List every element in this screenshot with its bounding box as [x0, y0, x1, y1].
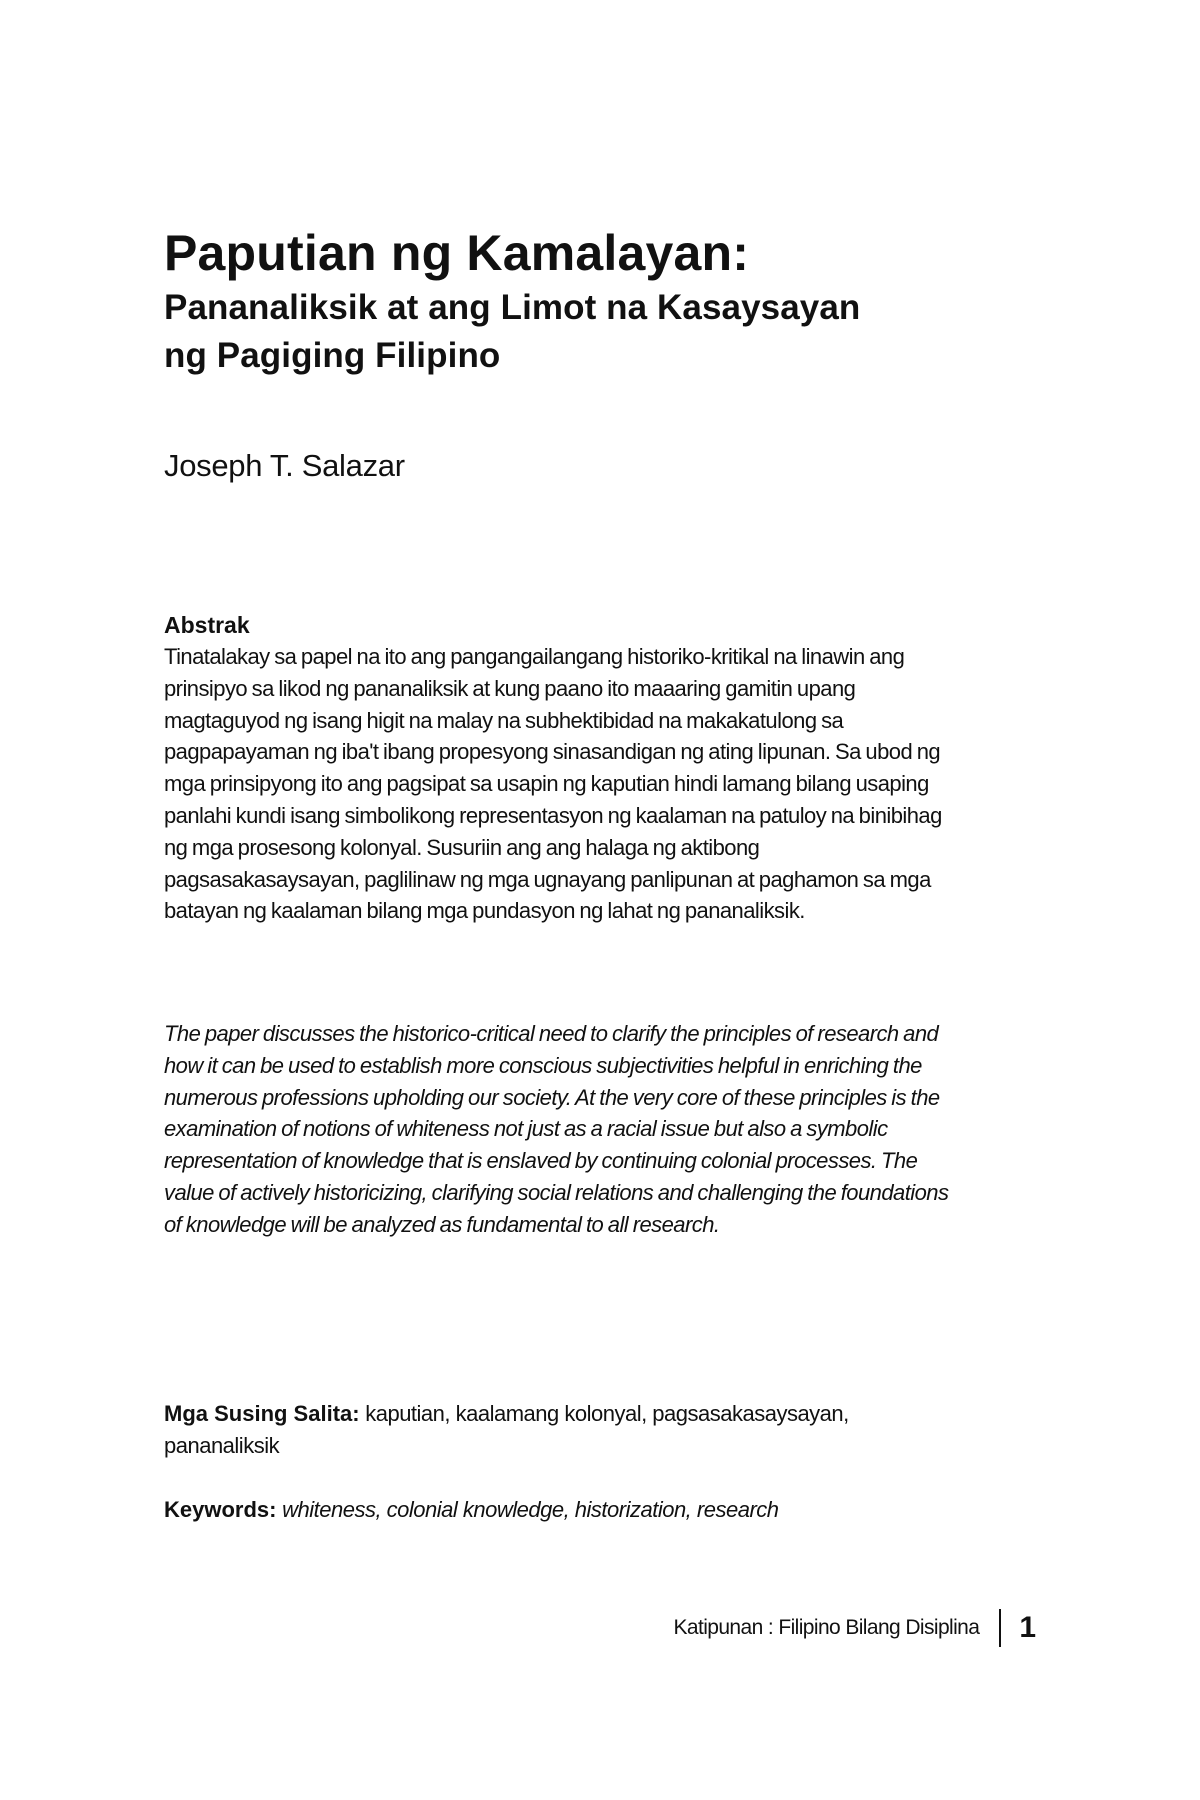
author-name: Joseph T. Salazar	[164, 448, 405, 483]
abstract-section	[164, 609, 954, 927]
keywords-english-label: Keywords:	[164, 1497, 277, 1522]
keywords-english-values: whiteness, colonial knowledge, historization, research	[282, 1497, 779, 1522]
footer-journal-title: Katipunan : Filipino Bilang Disiplina	[673, 1616, 980, 1639]
subtitle-line-1: Pananaliksik at ang Limot na Kasaysayan	[164, 288, 861, 327]
paper-subtitle	[164, 284, 1064, 380]
paper-title: Paputian ng Kamalayan:	[164, 225, 750, 281]
keywords-filipino	[164, 1398, 954, 1462]
keywords-english	[164, 1494, 954, 1526]
footer-divider	[999, 1609, 1001, 1647]
page-number: 1	[1019, 1611, 1036, 1644]
subtitle-line-2: ng Pagiging Filipino	[164, 336, 501, 375]
keywords-filipino-values: kaputian, kaalamang kolonyal, pagsasakasaysayan, pananaliksik	[164, 1401, 849, 1458]
abstract-heading: Abstrak	[164, 612, 250, 638]
page-footer	[673, 1608, 1036, 1648]
abstract-filipino-text: Tinatalakay sa papel na ito ang pangangailangang historiko-kritikal na linawin ang prinsipyo sa likod ng pananaliksik at kung paano ito maaaring gamitin upang magtaguyod ng isang higit na malay na subhektibidad na makakatulong sa pagpapayaman ng iba't ibang propesyong sinasandigan ng ating lipunan. Sa ubod ng mga prinsipyong ito ang pagsipat sa usapin ng kaputian hindi lamang bilang usaping panlahi kundi isang simbolikong representasyon ng kaalaman na patuloy na binibihag ng mga prosesong kolonyal. Susuriin ang ang halaga ng aktibong pagsasakasaysayan, paglilinaw ng mga ugnayang panlipunan at paghamon sa mga batayan ng kaalaman bilang mga pundasyon ng lahat ng pananaliksik.	[164, 644, 942, 924]
keywords-filipino-label: Mga Susing Salita:	[164, 1401, 360, 1426]
abstract-english-text: The paper discusses the historico-critical need to clarify the principles of research and how it can be used to establish more conscious subjectivities helpful in enriching the numerous professions upholding our society. At the very core of these principles is the examination of notions of whiteness not just as a racial issue but also a symbolic representation of knowledge that is enslaved by continuing colonial processes. The value of actively historicizing, clarifying social relations and challenging the foundations of knowledge will be analyzed as fundamental to all research.	[164, 1021, 949, 1237]
title-block	[164, 224, 1064, 380]
